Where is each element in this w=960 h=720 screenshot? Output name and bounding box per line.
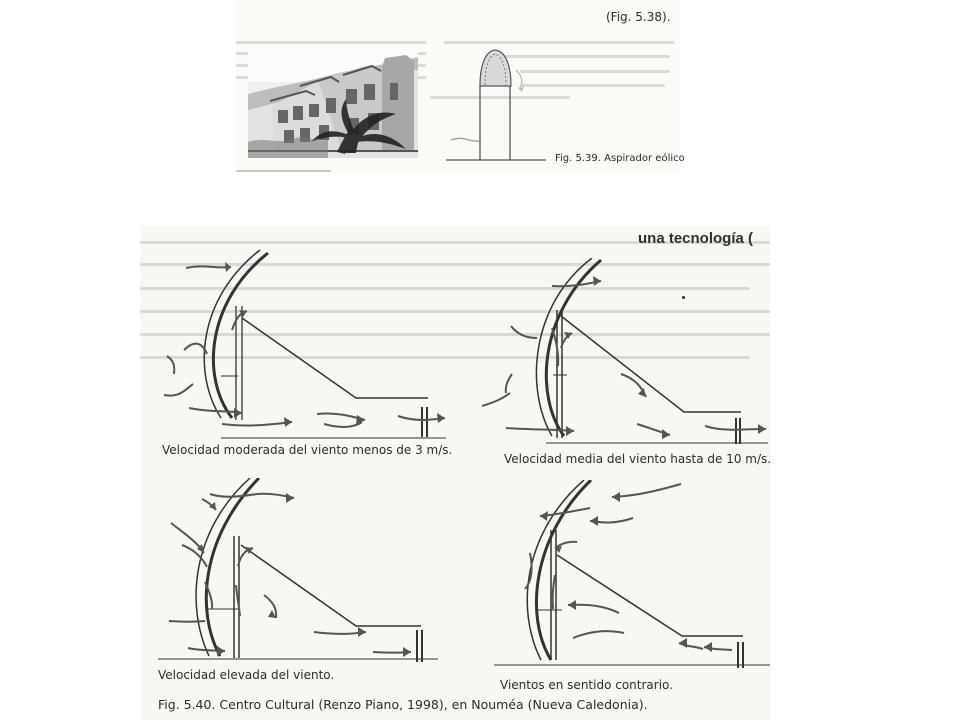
building-photo xyxy=(248,48,418,158)
panel-medium-wind xyxy=(482,258,768,448)
caption-moderate-wind: Velocidad moderada del viento menos de 3 m/s. xyxy=(162,443,453,457)
panel-moderate-wind xyxy=(146,248,452,440)
caption-opposite-wind: Vientos en sentido contrario. xyxy=(500,678,673,692)
caption-high-wind: Velocidad elevada del viento. xyxy=(158,668,335,682)
text-fragment-top: (Fig. 5.38). xyxy=(606,10,671,24)
panel-opposite-wind xyxy=(492,480,770,670)
caption-fig-540: Fig. 5.40. Centro Cultural (Renzo Piano, 1998), en Nouméa (Nueva Caledonia). xyxy=(158,697,648,712)
panel-high-wind xyxy=(154,478,456,670)
caption-medium-wind: Velocidad media del viento hasta de 10 m/s. xyxy=(504,452,772,466)
wind-aspirator-icon xyxy=(446,42,546,164)
heading-fragment: una tecnología ( xyxy=(638,230,754,247)
caption-fig-539: Fig. 5.39. Aspirador eólico xyxy=(555,153,685,164)
